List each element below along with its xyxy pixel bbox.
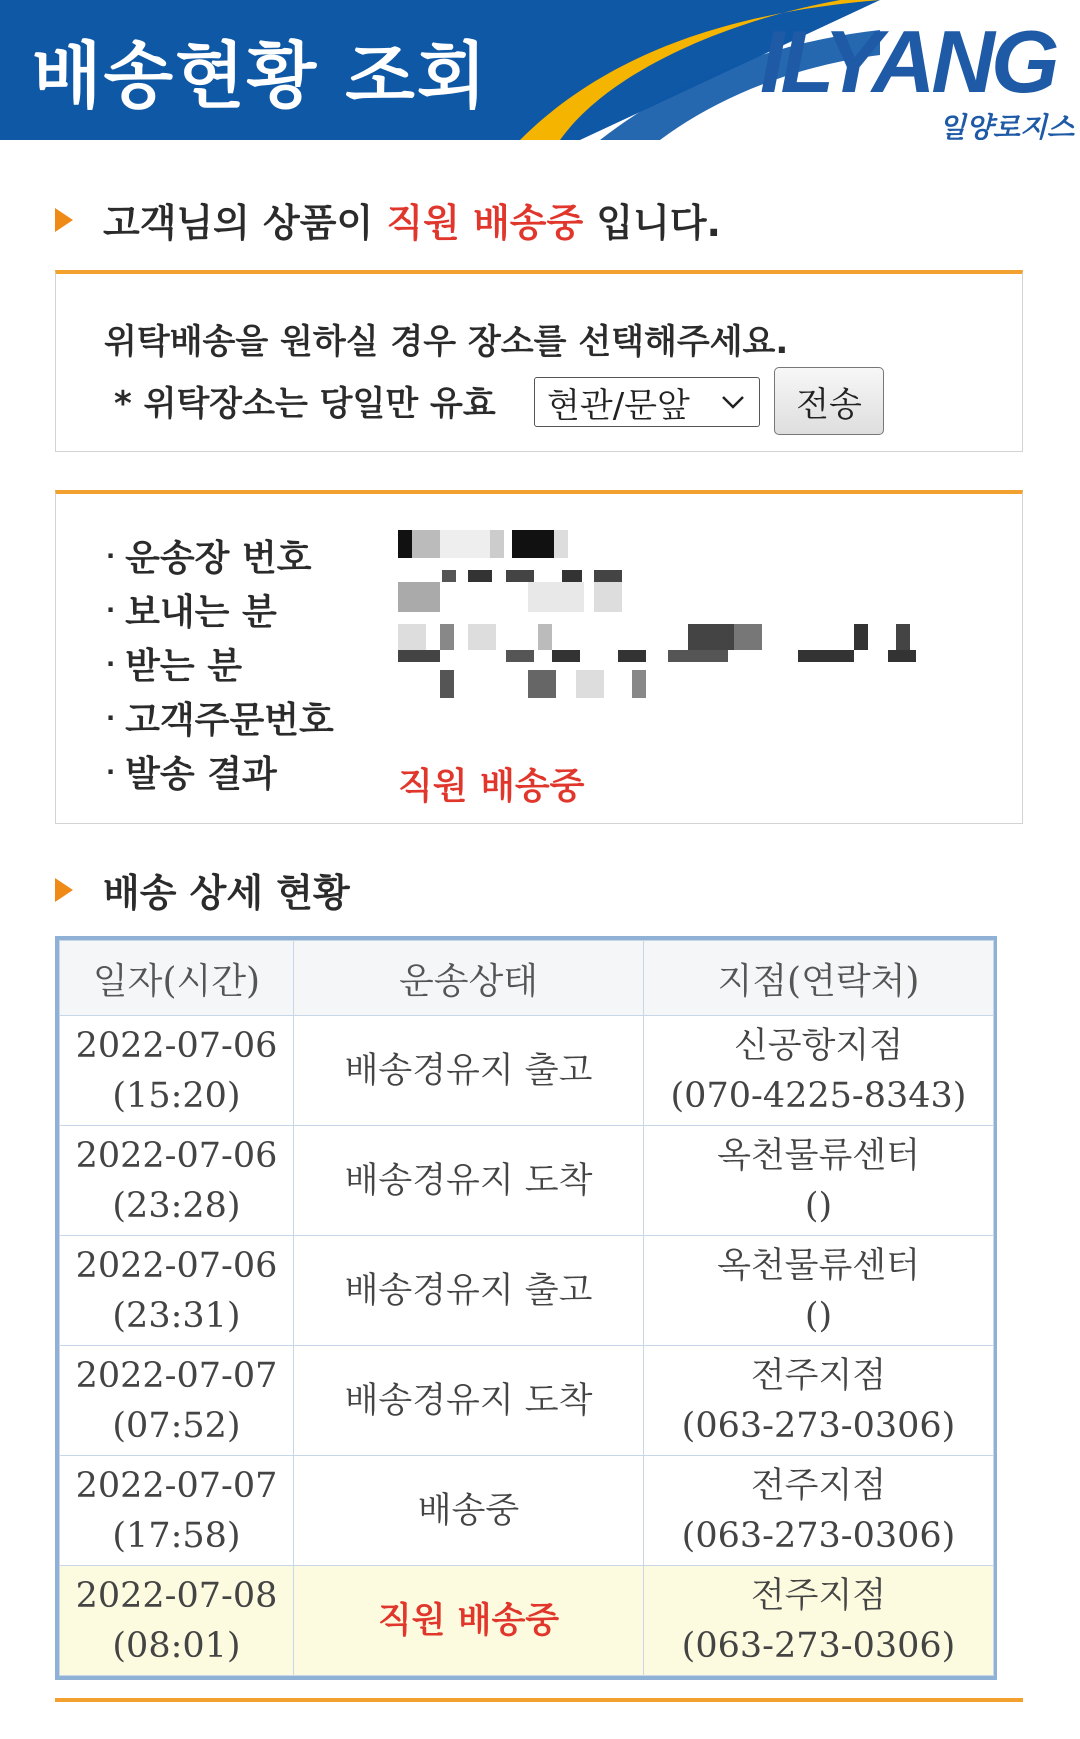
table-row [60, 1126, 994, 1236]
status-highlight: 직원 배송중 [386, 201, 584, 245]
table-row [60, 1236, 994, 1346]
orange-arrow-icon [55, 208, 73, 232]
label-order-number: · 고객주문번호 [106, 700, 334, 741]
status-suffix: 입니다. [583, 201, 721, 245]
page-header [0, 0, 1080, 140]
shipment-info-box [55, 490, 1023, 824]
table-row-current [60, 1566, 994, 1676]
chevron-down-icon [719, 388, 747, 416]
row-datetime: 2022-07-06 (15:20) [60, 1016, 294, 1126]
header-status: 운송상태 [294, 941, 644, 1016]
table-row [60, 1346, 994, 1456]
orange-arrow-icon [55, 878, 73, 902]
row-branch: 신공항지점 (070-4225-8343) [644, 1016, 994, 1126]
table-row [60, 1016, 994, 1126]
row-branch: 옥천물류센터 () [644, 1126, 994, 1236]
row-status: 배송경유지 출고 [294, 1236, 644, 1346]
consignment-location-select[interactable] [534, 377, 760, 427]
tracking-table [55, 936, 997, 1680]
row-datetime: 2022-07-06 (23:28) [60, 1126, 294, 1236]
status-heading [55, 192, 721, 247]
logo-subtitle: 일양로지스 [938, 111, 1074, 140]
consignment-box [55, 270, 1023, 452]
row-branch: 옥천물류센터 () [644, 1236, 994, 1346]
row-branch: 전주지점 (063-273-0306) [644, 1456, 994, 1566]
status-prefix: 고객님의 상품이 [103, 201, 387, 245]
bottom-divider [55, 1698, 1023, 1702]
consignment-note: * 위탁장소는 당일만 유효 [114, 384, 496, 424]
result-value: 직원 배송중 [398, 766, 585, 807]
row-status: 배송경유지 도착 [294, 1126, 644, 1236]
row-datetime: 2022-07-07 (07:52) [60, 1346, 294, 1456]
row-datetime: 2022-07-06 (23:31) [60, 1236, 294, 1346]
detail-heading [55, 862, 350, 917]
send-button[interactable]: 전송 [774, 367, 884, 435]
svg-text:ILYANG: ILYANG [760, 16, 1056, 106]
row-status: 배송경유지 출고 [294, 1016, 644, 1126]
ilyang-logo[interactable] [760, 16, 1080, 140]
header-datetime: 일자(시간) [60, 941, 294, 1016]
label-recipient: · 받는 분 [106, 646, 242, 687]
logo-icon [760, 16, 1080, 106]
table-row [60, 1456, 994, 1566]
select-value: 현관/문앞 [547, 385, 690, 426]
page-title: 배송현황 조회 [32, 34, 489, 118]
row-branch: 전주지점 (063-273-0306) [644, 1566, 994, 1676]
row-status: 배송경유지 도착 [294, 1346, 644, 1456]
label-result: · 발송 결과 [106, 754, 277, 795]
redacted-values [398, 530, 998, 740]
row-status: 배송중 [294, 1456, 644, 1566]
label-waybill-number: · 운송장 번호 [106, 538, 312, 579]
row-datetime: 2022-07-08 (08:01) [60, 1566, 294, 1676]
detail-title: 배송 상세 현황 [103, 871, 350, 915]
label-sender: · 보내는 분 [106, 592, 277, 633]
row-branch: 전주지점 (063-273-0306) [644, 1346, 994, 1456]
consignment-instruction: 위탁배송을 원하실 경우 장소를 선택해주세요. [104, 322, 789, 362]
row-datetime: 2022-07-07 (17:58) [60, 1456, 294, 1566]
header-branch: 지점(연락처) [644, 941, 994, 1016]
table-header-row [60, 941, 994, 1016]
row-status: 직원 배송중 [294, 1566, 644, 1676]
